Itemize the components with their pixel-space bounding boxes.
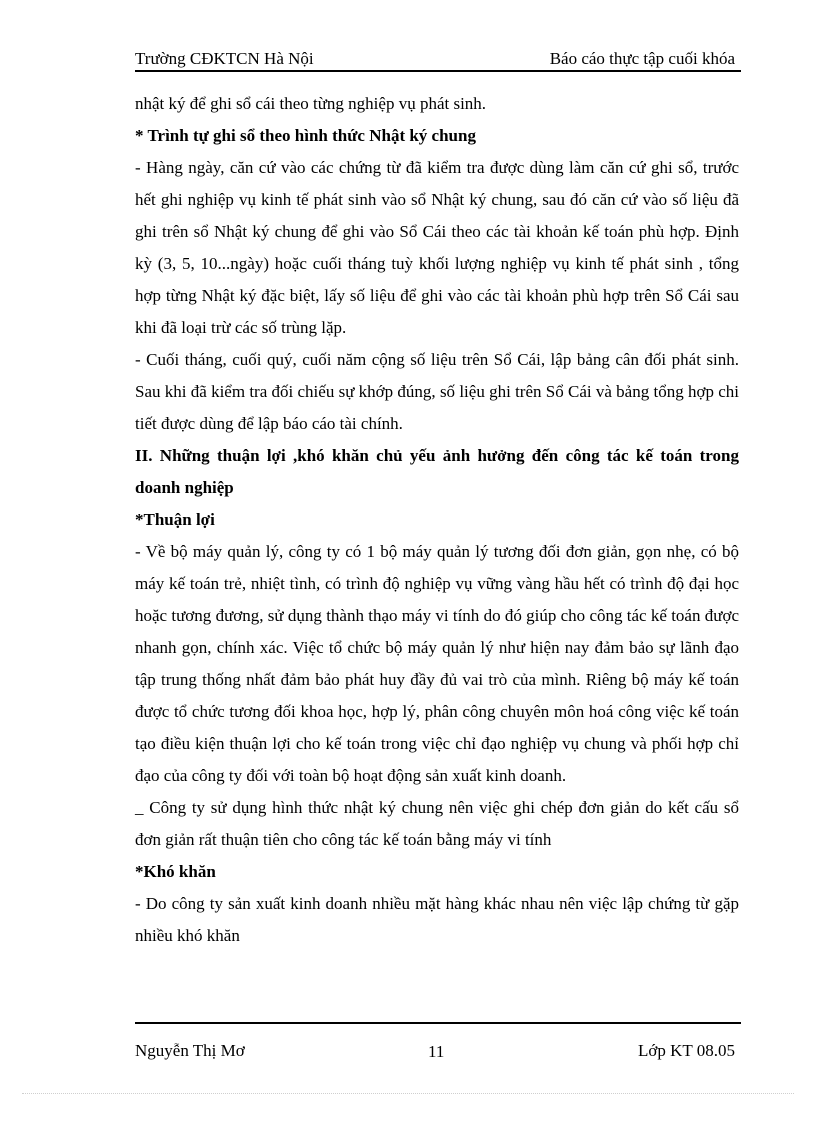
heading-advantages: *Thuận lợi <box>135 510 215 529</box>
heading-difficulties: *Khó khăn <box>135 862 216 881</box>
document-body <box>135 88 739 952</box>
paragraph-difficulties: - Do công ty sản xuất kinh doanh nhiều mặt hàng khác nhau nên việc lập chứng từ gặp nhiều khó khăn <box>135 894 739 945</box>
paragraph-journal-form: _ Công ty sử dụng hình thức nhật ký chung nên việc ghi chép đơn giản do kết cấu sổ đơn giản rất thuận tiên cho công tác kế toán bằng máy vi tính <box>135 798 739 849</box>
page-header <box>135 48 741 72</box>
header-report-title: Báo cáo thực tập cuối khóa <box>549 49 735 68</box>
paragraph-period-end: - Cuối tháng, cuối quý, cuối năm cộng số liệu trên Sổ Cái, lập bảng cân đối phát sinh. Sau khi đã kiểm tra đối chiếu sự khớp đúng, số liệu ghi trên Sổ Cái và bảng tổng hợp chi tiết được dùng để lập báo cáo tài chính. <box>135 350 739 433</box>
heading-journal-procedure: * Trình tự ghi sổ theo hình thức Nhật ký chung <box>135 126 476 145</box>
footer-class-code: Lớp KT 08.05 <box>638 1041 735 1060</box>
header-school: Trường CĐKTCN Hà Nội <box>135 49 314 68</box>
heading-section-ii: II. Những thuận lợi ,khó khăn chủ yếu ảnh hưởng đến công tác kế toán trong doanh nghiệp <box>135 446 739 497</box>
page-edge-divider <box>22 1093 794 1094</box>
page-number: 11 <box>428 1042 445 1061</box>
footer-author: Nguyễn Thị Mơ <box>135 1041 245 1060</box>
paragraph-daily-recording: - Hàng ngày, căn cứ vào các chứng từ đã kiểm tra được dùng làm căn cứ ghi sổ, trước hết ghi nghiệp vụ kinh tế phát sinh vào sổ Nhật ký chung, sau đó căn cứ vào số liệu đã ghi trên sổ Nhật ký chung để ghi vào Sổ Cái theo các tài khoản kế toán phù hợp. Định kỳ (3, 5, 10...ngày) hoặc cuối tháng tuỳ khối lượng nghiệp vụ kinh tế phát sinh , tổng hợp từng Nhật ký đặc biệt, lấy số liệu để ghi vào các tài khoản phù hợp trên Sổ Cái sau khi đã loại trừ các số trùng lặp. <box>135 158 739 337</box>
page-footer <box>135 1022 741 1064</box>
paragraph-continuation: nhật ký để ghi sổ cái theo từng nghiệp vụ phát sinh. <box>135 94 487 113</box>
paragraph-management-structure: - Về bộ máy quản lý, công ty có 1 bộ máy quản lý tương đối đơn giản, gọn nhẹ, có bộ máy kế toán trẻ, nhiệt tình, có trình độ nghiệp vụ vững vàng hầu hết có trình độ đại học hoặc tương đương, sử dụng thành thạo máy vi tính do đó giúp cho công tác kế toán được nhanh gọn, chính xác. Việc tổ chức bộ máy quản lý như hiện nay đảm bảo sự lãnh đạo tập trung thống nhất đảm bảo phát huy đầy đủ vai trò của mình. Riêng bộ máy kế toán được tổ chức tương đối khoa học, hợp lý, phân công chuyên môn hoá công việc kế toán tạo điều kiện thuận lợi cho kế toán trong việc chỉ đạo nghiệp vụ chung và phối hợp chỉ đạo của công ty đối với toàn bộ hoạt động sản xuất kinh doanh. <box>135 542 739 785</box>
